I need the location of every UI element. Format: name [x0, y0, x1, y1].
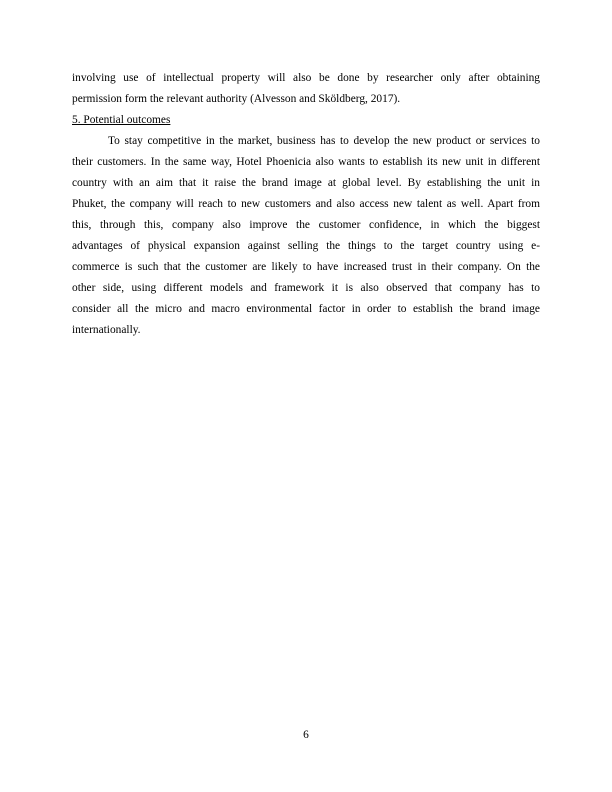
- paragraph-line-7: commerce is such that the customer are likely to have increased trust in their company. On the: [72, 261, 540, 273]
- section-heading: [72, 113, 540, 127]
- section-heading-text: 5. Potential outcomes: [72, 114, 171, 126]
- paragraph-line-1: To stay competitive in the market, business has to develop the new product or services to: [108, 135, 540, 147]
- paragraph-line-9: consider all the micro and macro environmental factor in order to establish the brand image: [72, 303, 540, 315]
- intro-line-1: involving use of intellectual property will also be done by researcher only after obtaining: [72, 72, 540, 84]
- paragraph-line-2: their customers. In the same way, Hotel Phoenicia also wants to establish its new unit in different: [72, 156, 540, 168]
- paragraph-line-4: Phuket, the company will reach to new customers and also access new talent as well. Apart from: [72, 198, 540, 210]
- page-number: 6: [303, 729, 309, 741]
- paragraph-line-8: other side, using different models and framework it is also observed that company has to: [72, 282, 540, 294]
- paragraph-line-5: this, through this, company also improve the customer confidence, in which the biggest: [72, 219, 540, 231]
- paragraph-line-3: country with an aim that it raise the brand image at global level. By establishing the unit in: [72, 177, 540, 189]
- intro-line-2: permission form the relevant authority (Alvesson and Sköldberg, 2017).: [72, 93, 401, 105]
- paragraph-line-6: advantages of physical expansion against selling the things to the target country using e-: [72, 240, 540, 252]
- paragraph-line-10: internationally.: [72, 324, 141, 336]
